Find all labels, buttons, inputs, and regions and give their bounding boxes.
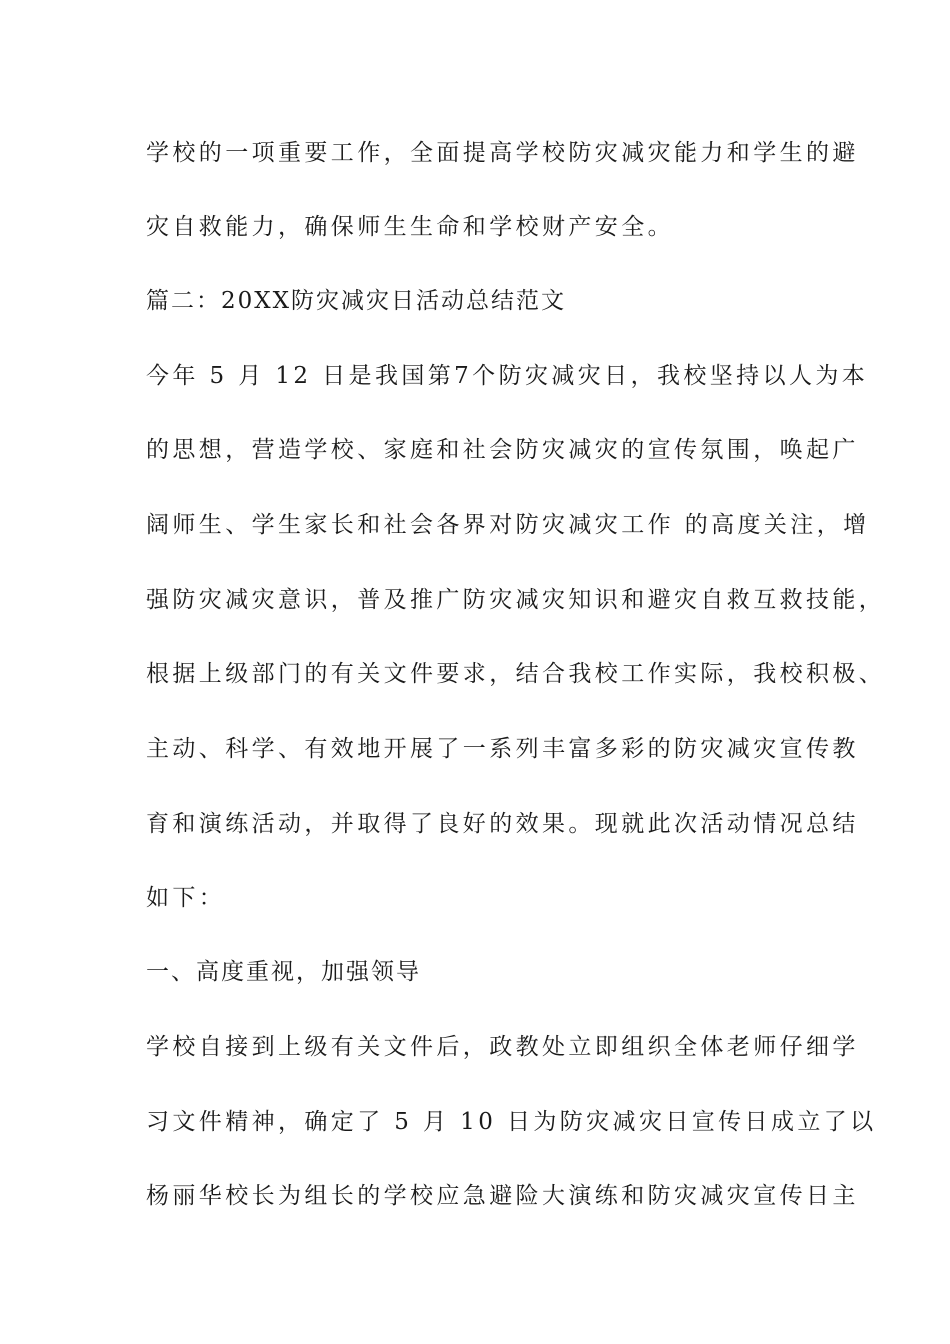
paragraph-line: 今年 5 月 12 日是我国第7个防灾减灾日，我校坚持以人为本	[146, 363, 869, 389]
paragraph-line: 灾自救能力，确保师生生命和学校财产安全。	[146, 214, 674, 240]
paragraph-line: 强防灾减灾意识，普及推广防灾减灾知识和避灾自救互救技能，	[146, 587, 886, 613]
paragraph-line: 习文件精神，确定了 5 月 10 日为防灾减灾日宣传日成立了以	[146, 1109, 877, 1135]
paragraph-line: 主动、科学、有效地开展了一系列丰富多彩的防灾减灾宣传教	[146, 736, 859, 762]
paragraph-line: 根据上级部门的有关文件要求，结合我校工作实际，我校积极、	[146, 661, 886, 687]
paragraph-line: 学校的一项重要工作，全面提高学校防灾减灾能力和学生的避	[146, 140, 859, 166]
section-title: 篇二：20XX防灾减灾日活动总结范文	[146, 288, 567, 314]
paragraph-line: 杨丽华校长为组长的学校应急避险大演练和防灾减灾宣传日主	[146, 1183, 859, 1209]
paragraph-line: 学校自接到上级有关文件后，政教处立即组织全体老师仔细学	[146, 1034, 859, 1060]
paragraph-line: 阔师生、学生家长和社会各界对防灾减灾工作 的高度关注，增	[146, 512, 870, 538]
paragraph-line: 育和演练活动，并取得了良好的效果。现就此次活动情况总结	[146, 811, 859, 837]
paragraph-line: 的思想，营造学校、家庭和社会防灾减灾的宣传氛围，唤起广	[146, 437, 859, 463]
section-heading: 一、高度重视，加强领导	[146, 959, 421, 985]
paragraph-line: 如下：	[146, 885, 226, 911]
